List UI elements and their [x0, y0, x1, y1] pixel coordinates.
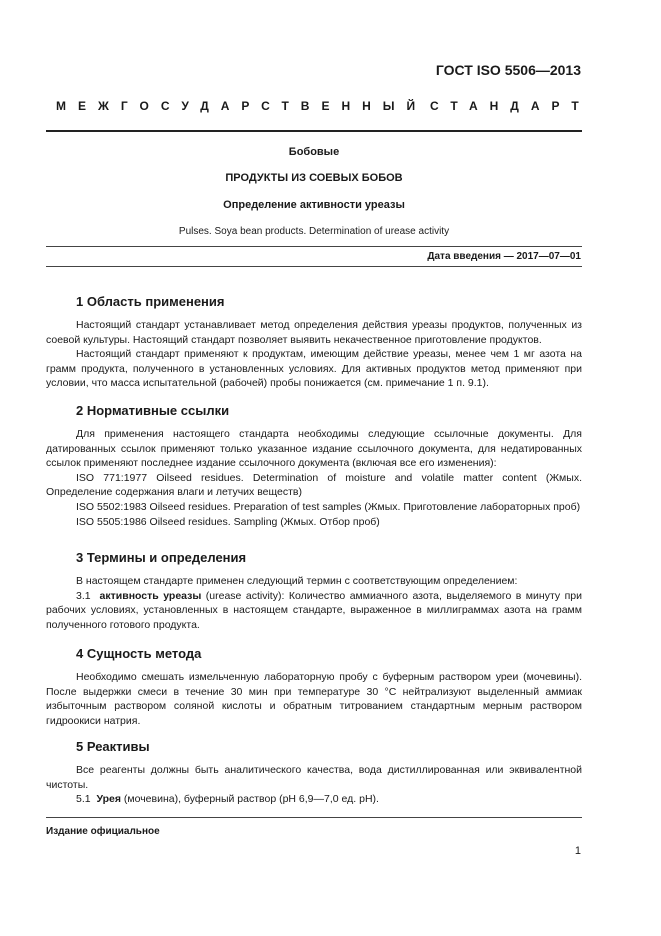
title-main: ПРОДУКТЫ ИЗ СОЕВЫХ БОБОВ [225, 172, 403, 184]
item-term: Урея [96, 793, 121, 806]
item-number: 5.1 [76, 793, 91, 806]
section-heading: 1 Область применения [76, 294, 225, 309]
standard-code: ГОСТ ISO 5506—2013 [435, 62, 581, 78]
paragraph: Необходимо смешать измельченную лабораторную пробу с буферным раствором уреи (мочевины). После выдержки смеси в течение 30 мин при температуре 30 °С нейтрализуют выделенный аммиак избыточным раствором соляной кислоты и обратным титрованием стандартным мерным раствором гидроокиси натрия. [46, 671, 582, 727]
title-rule-top [46, 246, 582, 247]
reagent-item [46, 792, 582, 807]
standard-label: СТАНДАРТ [430, 99, 591, 113]
item-text: (мочевина), буферный раствор (pH 6,9—7,0 ед. pH). [120, 793, 379, 806]
paragraph: Для применения настоящего стандарта необходимы следующие ссылочные документы. Для датированных ссылок применяют только указанное издание ссылочного документа, для недатированных ссылок применяют последнее издание ссылочного документа (включая все его изменения): [46, 428, 582, 470]
section-terms [46, 549, 582, 632]
paragraph: Настоящий стандарт устанавливает метод определения действия уреазы продуктов, полученных из соевой культуры. Настоящий стандарт позволяет выявить некачественное приготовление продуктов. [46, 319, 582, 346]
page-number: 1 [574, 845, 581, 857]
section-heading: 3 Термины и определения [76, 550, 247, 565]
effective-date: Дата введения — 2017—07—01 [427, 251, 581, 262]
reference-item: ISO 771:1977 Oilseed residues. Determination of moisture and volatile matter content (Жмых. Определение содержания влаги и летучих веществ) [46, 471, 582, 499]
official-edition: Издание официальное [46, 826, 160, 837]
term-definition [46, 589, 582, 633]
title-sub: Определение активности уреазы [223, 199, 405, 211]
interstate-label: МЕЖГОСУДАРСТВЕННЫЙ [56, 99, 428, 113]
section-heading: 4 Сущность метода [76, 646, 202, 661]
section-scope [46, 293, 582, 391]
footer-rule [46, 817, 582, 818]
term-number: 3.1 [76, 589, 91, 602]
term-name: активность уреазы [99, 589, 202, 602]
title-rule-bottom [46, 266, 582, 267]
paragraph: В настоящем стандарте применен следующий термин с соответствующим определением: [76, 575, 518, 587]
section-heading: 5 Реактивы [76, 739, 150, 754]
term-text: (urease activity): Количество аммиачного азота, выделяемого в минуту при рабочих условиях, установленных в настоящем стандарте, выраженное в миллиграммах азота на грамм полученного готового продукта. [46, 589, 582, 631]
reference-item: ISO 5505:1986 Oilseed residues. Sampling (Жмых. Отбор проб) [76, 515, 380, 528]
title-group: Бобовые [288, 146, 340, 158]
paragraph: Настоящий стандарт применяют к продуктам, имеющим действие уреазы, менее чем 1 мг азота на грамм продукта, полученного в установленных условиях. Для активных продуктов метод применяют при условии, что масса испытательной (рабочей) пробы понижается (см. примечание 1 п. 9.1). [46, 348, 582, 390]
reference-item: ISO 5502:1983 Oilseed residues. Preparation of test samples (Жмых. Приготовление лабораторных проб) [76, 500, 581, 513]
section-heading: 2 Нормативные ссылки [76, 403, 230, 418]
title-english: Pulses. Soya bean products. Determination of urease activity [178, 226, 450, 237]
section-method-principle [46, 645, 582, 728]
section-normative-references [46, 402, 582, 529]
section-reagents [46, 738, 582, 807]
header-rule [46, 130, 582, 132]
paragraph: Все реагенты должны быть аналитического качества, вода дистиллированная или эквивалентной чистоты. [46, 764, 582, 791]
